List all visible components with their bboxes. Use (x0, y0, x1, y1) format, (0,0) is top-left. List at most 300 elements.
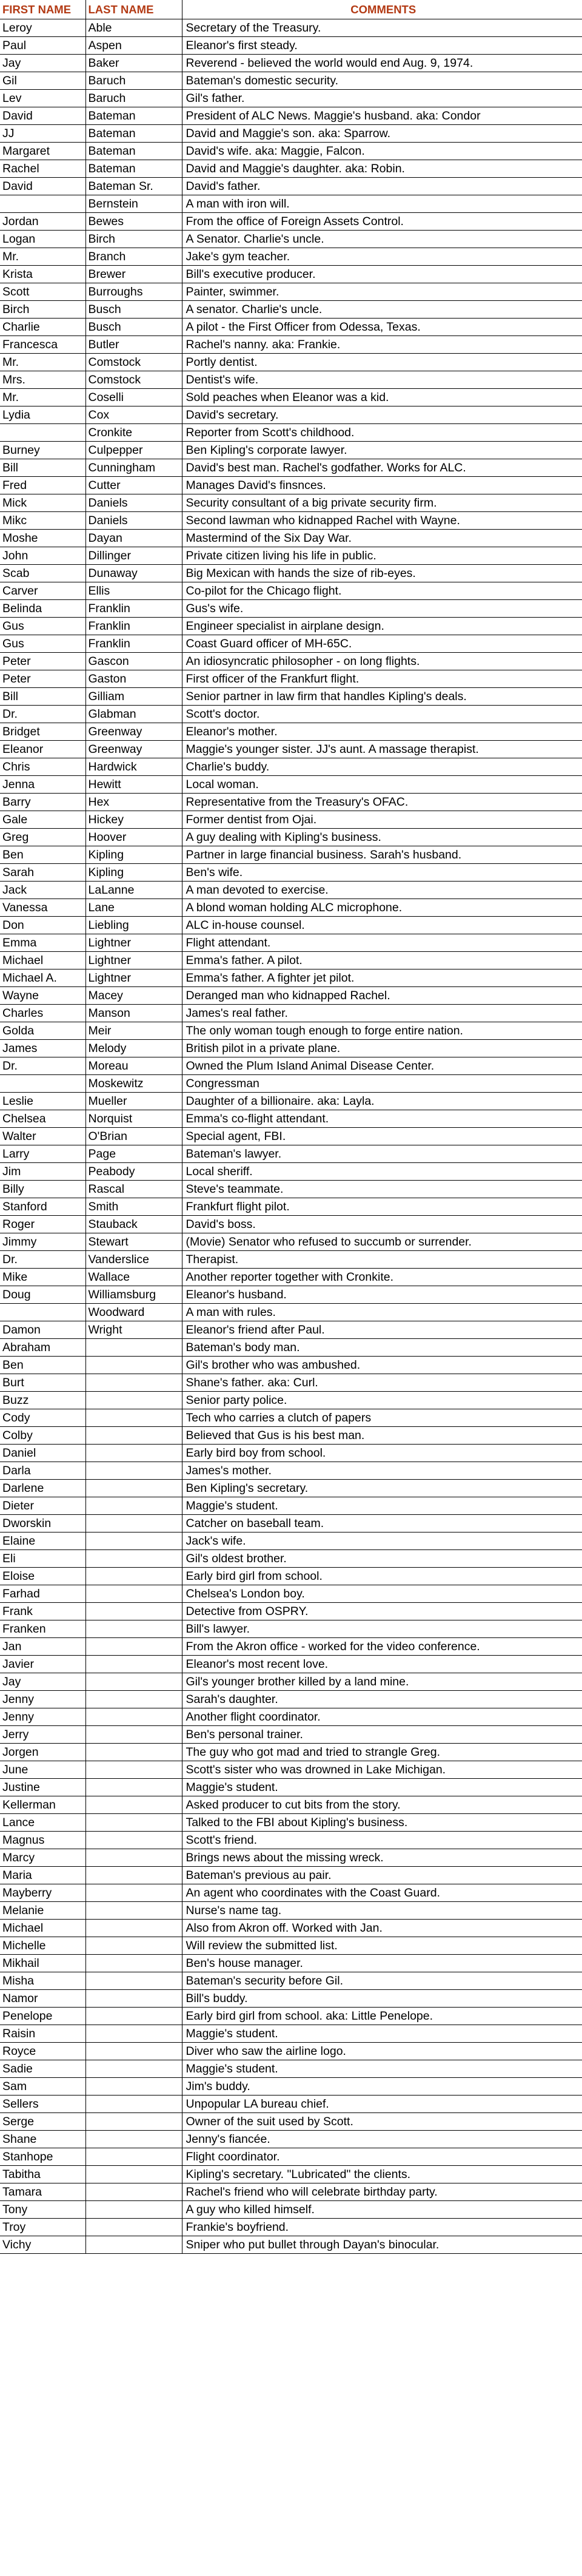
table-row (0, 19, 582, 37)
comments-cell: Maggie's student. (182, 2025, 582, 2043)
last-name-cell: Lightner (85, 934, 182, 952)
first-name-cell: Rachel (0, 160, 85, 178)
table-row (0, 899, 582, 917)
comments-cell: Bill's executive producer. (182, 266, 582, 283)
last-name-cell (85, 1796, 182, 1814)
table-row (0, 1937, 582, 1955)
first-name-cell: Gus (0, 635, 85, 653)
comments-cell: David's wife. aka: Maggie, Falcon. (182, 143, 582, 160)
last-name-cell (85, 1462, 182, 1480)
last-name-cell: Gilliam (85, 688, 182, 706)
comments-cell: Ben Kipling's secretary. (182, 1480, 582, 1497)
comments-cell: An agent who coordinates with the Coast Guard. (182, 1884, 582, 1902)
table-row (0, 1532, 582, 1550)
comments-cell: From the office of Foreign Assets Control. (182, 213, 582, 231)
first-name-cell: Dr. (0, 1057, 85, 1075)
first-name-cell: James (0, 1040, 85, 1057)
comments-cell: Partner in large financial business. Sarah's husband. (182, 846, 582, 864)
comments-cell: Former dentist from Ojai. (182, 811, 582, 829)
last-name-cell: Kipling (85, 864, 182, 882)
comments-cell: Security consultant of a big private security firm. (182, 494, 582, 512)
table-row (0, 1128, 582, 1145)
last-name-cell (85, 1585, 182, 1603)
table-row (0, 248, 582, 266)
table-row (0, 195, 582, 213)
last-name-cell (85, 1656, 182, 1673)
first-name-cell: Vichy (0, 2236, 85, 2254)
comments-cell: Jack's wife. (182, 1532, 582, 1550)
comments-cell: President of ALC News. Maggie's husband. aka: Condor (182, 107, 582, 125)
comments-cell: The only woman tough enough to forge entire nation. (182, 1022, 582, 1040)
comments-cell: Frankfurt flight pilot. (182, 1198, 582, 1216)
first-name-cell: Troy (0, 2219, 85, 2236)
last-name-cell: Hardwick (85, 758, 182, 776)
last-name-cell (85, 1849, 182, 1867)
comments-cell: Gil's father. (182, 90, 582, 107)
table-row (0, 1163, 582, 1181)
table-row (0, 266, 582, 283)
last-name-cell (85, 1920, 182, 1937)
comments-cell: Jake's gym teacher. (182, 248, 582, 266)
first-name-cell (0, 1304, 85, 1321)
comments-cell: Steve's teammate. (182, 1181, 582, 1198)
first-name-cell: Gus (0, 618, 85, 635)
comments-cell: Maggie's younger sister. JJ's aunt. A massage therapist. (182, 741, 582, 758)
last-name-cell: Dayan (85, 530, 182, 547)
table-row (0, 2219, 582, 2236)
comments-cell: Deranged man who kidnapped Rachel. (182, 987, 582, 1005)
last-name-cell: LaLanne (85, 882, 182, 899)
table-row (0, 336, 582, 354)
last-name-cell: Lane (85, 899, 182, 917)
table-row (0, 1022, 582, 1040)
table-row (0, 406, 582, 424)
comments-cell: Unpopular LA bureau chief. (182, 2096, 582, 2113)
comments-cell: Senior party police. (182, 1392, 582, 1409)
comments-cell: Sold peaches when Eleanor was a kid. (182, 389, 582, 406)
last-name-cell: Able (85, 19, 182, 37)
first-name-cell: Larry (0, 1145, 85, 1163)
last-name-cell (85, 2008, 182, 2025)
first-name-cell: Doug (0, 1286, 85, 1304)
last-name-cell (85, 1673, 182, 1691)
table-row (0, 2236, 582, 2254)
first-name-cell: Vanessa (0, 899, 85, 917)
comments-cell: Secretary of the Treasury. (182, 19, 582, 37)
last-name-cell: Manson (85, 1005, 182, 1022)
last-name-cell (85, 1902, 182, 1920)
comments-cell: Engineer specialist in airplane design. (182, 618, 582, 635)
last-name-cell (85, 1972, 182, 1990)
table-row (0, 72, 582, 90)
last-name-cell: Daniels (85, 494, 182, 512)
last-name-cell (85, 1515, 182, 1532)
first-name-cell: Sadie (0, 2060, 85, 2078)
table-row (0, 1005, 582, 1022)
first-name-cell: Greg (0, 829, 85, 846)
first-name-cell: Darla (0, 1462, 85, 1480)
table-row (0, 1462, 582, 1480)
comments-cell: Emma's co-flight attendant. (182, 1110, 582, 1128)
comments-cell: A Senator. Charlie's uncle. (182, 231, 582, 248)
first-name-cell: David (0, 107, 85, 125)
comments-cell: Emma's father. A fighter jet pilot. (182, 969, 582, 987)
table-row (0, 1814, 582, 1832)
first-name-cell: JJ (0, 125, 85, 143)
first-name-cell: Tabitha (0, 2166, 85, 2183)
last-name-cell: Bateman (85, 160, 182, 178)
comments-cell: Owned the Plum Island Animal Disease Center. (182, 1057, 582, 1075)
comments-cell: Scott's doctor. (182, 706, 582, 723)
last-name-cell: Greenway (85, 741, 182, 758)
table-row (0, 2148, 582, 2166)
last-name-cell: Gascon (85, 653, 182, 670)
first-name-cell: Burt (0, 1374, 85, 1392)
first-name-cell: Sellers (0, 2096, 85, 2113)
last-name-cell: Busch (85, 319, 182, 336)
last-name-cell: Franklin (85, 635, 182, 653)
last-name-cell: Daniels (85, 512, 182, 530)
comments-cell: Congressman (182, 1075, 582, 1093)
table-row (0, 565, 582, 582)
first-name-cell (0, 195, 85, 213)
table-row (0, 178, 582, 195)
last-name-cell (85, 1568, 182, 1585)
comments-cell: Chelsea's London boy. (182, 1585, 582, 1603)
last-name-cell: Mueller (85, 1093, 182, 1110)
comments-cell: Scott's sister who was drowned in Lake Michigan. (182, 1761, 582, 1779)
last-name-cell: Macey (85, 987, 182, 1005)
table-row (0, 2060, 582, 2078)
comments-cell: Bill's lawyer. (182, 1620, 582, 1638)
first-name-cell: Leroy (0, 19, 85, 37)
last-name-cell: Birch (85, 231, 182, 248)
table-row (0, 1321, 582, 1339)
first-name-cell: Roger (0, 1216, 85, 1233)
table-row (0, 283, 582, 301)
comments-cell: Rachel's friend who will celebrate birthday party. (182, 2183, 582, 2201)
table-row (0, 231, 582, 248)
first-name-cell: Jordan (0, 213, 85, 231)
table-row (0, 2113, 582, 2131)
table-row (0, 934, 582, 952)
comments-cell: A pilot - the First Officer from Odessa, Texas. (182, 319, 582, 336)
first-name-cell: Stanford (0, 1198, 85, 1216)
table-row (0, 1849, 582, 1867)
comments-cell: Second lawman who kidnapped Rachel with Wayne. (182, 512, 582, 530)
last-name-cell: Baruch (85, 72, 182, 90)
table-row (0, 1233, 582, 1251)
table-row (0, 618, 582, 635)
last-name-cell: Vanderslice (85, 1251, 182, 1269)
table-row (0, 600, 582, 618)
last-name-cell: Bateman (85, 143, 182, 160)
first-name-cell: Javier (0, 1656, 85, 1673)
comments-cell: Eleanor's first steady. (182, 37, 582, 55)
table-row (0, 1040, 582, 1057)
last-name-cell: Dillinger (85, 547, 182, 565)
comments-cell: Owner of the suit used by Scott. (182, 2113, 582, 2131)
first-name-cell: Jay (0, 55, 85, 72)
first-name-cell: Sarah (0, 864, 85, 882)
first-name-cell: Justine (0, 1779, 85, 1796)
first-name-cell: Gil (0, 72, 85, 90)
first-name-cell: Tamara (0, 2183, 85, 2201)
first-name-cell: Jenna (0, 776, 85, 794)
comments-cell: A blond woman holding ALC microphone. (182, 899, 582, 917)
table-row (0, 2008, 582, 2025)
first-name-cell: Moshe (0, 530, 85, 547)
table-row (0, 1990, 582, 2008)
last-name-cell (85, 2166, 182, 2183)
first-name-cell: Bill (0, 459, 85, 477)
last-name-cell: Culpepper (85, 442, 182, 459)
last-name-cell: Stewart (85, 1233, 182, 1251)
comments-cell: Frankie's boyfriend. (182, 2219, 582, 2236)
last-name-cell (85, 2201, 182, 2219)
last-name-cell: Baruch (85, 90, 182, 107)
table-row (0, 829, 582, 846)
table-row (0, 635, 582, 653)
table-row (0, 1409, 582, 1427)
first-name-cell: Darlene (0, 1480, 85, 1497)
last-name-cell: Coselli (85, 389, 182, 406)
table-row (0, 107, 582, 125)
last-name-cell: Melody (85, 1040, 182, 1057)
last-name-cell: Bateman Sr. (85, 178, 182, 195)
comments-cell: Nurse's name tag. (182, 1902, 582, 1920)
last-name-cell (85, 1867, 182, 1884)
first-name-cell: Maria (0, 1867, 85, 1884)
table-row (0, 582, 582, 600)
first-name-cell: Belinda (0, 600, 85, 618)
comments-cell: Private citizen living his life in public. (182, 547, 582, 565)
first-name-cell: Jenny (0, 1691, 85, 1708)
table-row (0, 1673, 582, 1691)
first-name-cell: Jimmy (0, 1233, 85, 1251)
table-row (0, 442, 582, 459)
table-row (0, 530, 582, 547)
table-row (0, 2166, 582, 2183)
comments-cell: David's father. (182, 178, 582, 195)
table-row (0, 1339, 582, 1357)
table-row (0, 1181, 582, 1198)
first-name-cell: Mr. (0, 248, 85, 266)
comments-cell: Emma's father. A pilot. (182, 952, 582, 969)
last-name-cell: Bewes (85, 213, 182, 231)
comments-header: COMMENTS (182, 0, 582, 19)
last-name-cell: O'Brian (85, 1128, 182, 1145)
comments-cell: Will review the submitted list. (182, 1937, 582, 1955)
first-name-cell: Charlie (0, 319, 85, 336)
first-name-cell: Billy (0, 1181, 85, 1198)
last-name-cell (85, 1937, 182, 1955)
comments-cell: David's best man. Rachel's godfather. Works for ALC. (182, 459, 582, 477)
last-name-cell (85, 1427, 182, 1445)
comments-cell: Charlie's buddy. (182, 758, 582, 776)
table-row (0, 1708, 582, 1726)
last-name-cell (85, 1357, 182, 1374)
table-row (0, 1427, 582, 1445)
first-name-cell: Barry (0, 794, 85, 811)
first-name-cell: Carver (0, 582, 85, 600)
first-name-cell: Mrs. (0, 371, 85, 389)
table-row (0, 1902, 582, 1920)
last-name-cell (85, 2148, 182, 2166)
comments-cell: A guy dealing with Kipling's business. (182, 829, 582, 846)
comments-cell: Ben's house manager. (182, 1955, 582, 1972)
comments-cell: Asked producer to cut bits from the story. (182, 1796, 582, 1814)
first-name-cell: Wayne (0, 987, 85, 1005)
last-name-cell (85, 1620, 182, 1638)
comments-cell: Local woman. (182, 776, 582, 794)
first-name-cell: John (0, 547, 85, 565)
first-name-cell: Gale (0, 811, 85, 829)
first-name-cell: Melanie (0, 1902, 85, 1920)
last-name-cell (85, 1761, 182, 1779)
comments-cell: Flight attendant. (182, 934, 582, 952)
first-name-cell: Magnus (0, 1832, 85, 1849)
last-name-cell: Butler (85, 336, 182, 354)
comments-cell: British pilot in a private plane. (182, 1040, 582, 1057)
comments-cell: James's real father. (182, 1005, 582, 1022)
comments-cell: A senator. Charlie's uncle. (182, 301, 582, 319)
first-name-cell: Frank (0, 1603, 85, 1620)
table-row (0, 1920, 582, 1937)
table-row (0, 969, 582, 987)
last-name-cell: Comstock (85, 354, 182, 371)
last-name-header: LAST NAME (85, 0, 182, 19)
table-row (0, 371, 582, 389)
table-row (0, 1057, 582, 1075)
comments-cell: Special agent, FBI. (182, 1128, 582, 1145)
comments-cell: Reverend - believed the world would end Aug. 9, 1974. (182, 55, 582, 72)
table-row (0, 1480, 582, 1497)
first-name-cell: Bill (0, 688, 85, 706)
first-name-cell: Eleanor (0, 741, 85, 758)
last-name-cell (85, 2043, 182, 2060)
table-row (0, 2043, 582, 2060)
first-name-cell: Dworskin (0, 1515, 85, 1532)
first-name-cell: Dr. (0, 706, 85, 723)
first-name-cell: Mikc (0, 512, 85, 530)
first-name-cell: Marcy (0, 1849, 85, 1867)
first-name-cell: Royce (0, 2043, 85, 2060)
table-row (0, 1515, 582, 1532)
first-name-cell: Paul (0, 37, 85, 55)
table-row (0, 1884, 582, 1902)
comments-cell: Ben Kipling's corporate lawyer. (182, 442, 582, 459)
first-name-cell: Jim (0, 1163, 85, 1181)
first-name-cell: Colby (0, 1427, 85, 1445)
comments-cell: Ben's wife. (182, 864, 582, 882)
last-name-cell (85, 1955, 182, 1972)
table-row (0, 1691, 582, 1708)
first-name-cell: Golda (0, 1022, 85, 1040)
last-name-cell: Stauback (85, 1216, 182, 1233)
comments-cell: Diver who saw the airline logo. (182, 2043, 582, 2060)
table-row (0, 1304, 582, 1321)
comments-cell: A man with iron will. (182, 195, 582, 213)
last-name-cell: Kipling (85, 846, 182, 864)
last-name-cell (85, 2025, 182, 2043)
table-row (0, 143, 582, 160)
table-row (0, 688, 582, 706)
table-row (0, 160, 582, 178)
last-name-cell: Hex (85, 794, 182, 811)
table-row (0, 301, 582, 319)
first-name-cell: Logan (0, 231, 85, 248)
last-name-cell: Rascal (85, 1181, 182, 1198)
first-name-cell: Bridget (0, 723, 85, 741)
comments-cell: Flight coordinator. (182, 2148, 582, 2166)
last-name-cell: Branch (85, 248, 182, 266)
table-row (0, 2131, 582, 2148)
first-name-cell: Raisin (0, 2025, 85, 2043)
first-name-cell: Don (0, 917, 85, 934)
table-row (0, 125, 582, 143)
comments-cell: David's boss. (182, 1216, 582, 1233)
first-name-cell: Peter (0, 653, 85, 670)
table-row (0, 547, 582, 565)
last-name-cell: Bateman (85, 125, 182, 143)
first-name-cell: Damon (0, 1321, 85, 1339)
table-row (0, 1638, 582, 1656)
comments-cell: Jenny's fiancée. (182, 2131, 582, 2148)
first-name-cell: Ben (0, 1357, 85, 1374)
table-row (0, 389, 582, 406)
comments-cell: Gil's oldest brother. (182, 1550, 582, 1568)
table-row (0, 2025, 582, 2043)
first-name-cell: Buzz (0, 1392, 85, 1409)
last-name-cell: Cronkite (85, 424, 182, 442)
comments-cell: Bateman's domestic security. (182, 72, 582, 90)
comments-cell: Mastermind of the Six Day War. (182, 530, 582, 547)
comments-cell: Dentist's wife. (182, 371, 582, 389)
last-name-cell (85, 1832, 182, 1849)
first-name-cell: Tony (0, 2201, 85, 2219)
table-row (0, 424, 582, 442)
last-name-cell: Busch (85, 301, 182, 319)
last-name-cell: Moreau (85, 1057, 182, 1075)
first-name-cell: Charles (0, 1005, 85, 1022)
last-name-cell: Aspen (85, 37, 182, 55)
comments-cell: Bateman's security before Gil. (182, 1972, 582, 1990)
first-name-cell: David (0, 178, 85, 195)
comments-cell: A man devoted to exercise. (182, 882, 582, 899)
table-row (0, 319, 582, 336)
comments-cell: Co-pilot for the Chicago flight. (182, 582, 582, 600)
last-name-cell (85, 2078, 182, 2096)
first-name-cell: Dr. (0, 1251, 85, 1269)
comments-cell: Gil's brother who was ambushed. (182, 1357, 582, 1374)
table-row (0, 882, 582, 899)
first-name-cell: Jenny (0, 1708, 85, 1726)
table-row (0, 1726, 582, 1744)
table-row (0, 1445, 582, 1462)
comments-cell: Also from Akron off. Worked with Jan. (182, 1920, 582, 1937)
last-name-cell (85, 2236, 182, 2254)
comments-cell: Tech who carries a clutch of papers (182, 1409, 582, 1427)
comments-cell: Sniper who put bullet through Dayan's binocular. (182, 2236, 582, 2254)
table-row (0, 1216, 582, 1233)
first-name-cell: Jan (0, 1638, 85, 1656)
first-name-cell: Eli (0, 1550, 85, 1568)
comments-cell: David's secretary. (182, 406, 582, 424)
last-name-cell: Woodward (85, 1304, 182, 1321)
first-name-cell: Lance (0, 1814, 85, 1832)
first-name-cell: Elaine (0, 1532, 85, 1550)
